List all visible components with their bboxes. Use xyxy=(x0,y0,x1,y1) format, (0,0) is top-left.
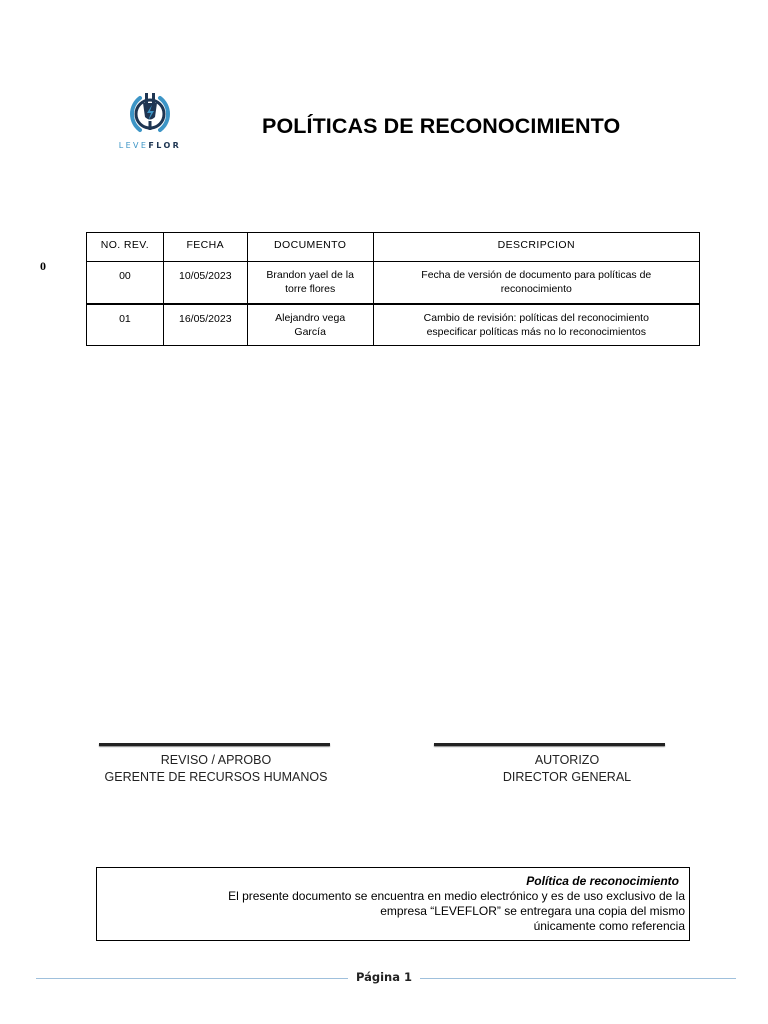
table-row xyxy=(87,262,700,304)
policy-note-title: Política de reconocimiento xyxy=(526,874,679,888)
policy-note-line: El presente documento se encuentra en medio electrónico y es de uso exclusivo de la xyxy=(228,889,685,903)
cell-no-rev: 01 xyxy=(87,304,164,346)
cell-descripcion: Fecha de versión de documento para políticas de reconocimiento xyxy=(373,262,699,304)
column-header-documento: DOCUMENTO xyxy=(247,233,373,262)
logo-wordmark: LEVEFLOR xyxy=(118,141,182,150)
column-header-descripcion: DESCRIPCION xyxy=(373,233,699,262)
cell-no-rev: 00 xyxy=(87,262,164,304)
footer-divider-right xyxy=(420,978,736,979)
revision-table xyxy=(86,232,700,346)
table-row xyxy=(87,304,700,346)
policy-note-box xyxy=(96,867,690,941)
company-logo xyxy=(112,90,188,154)
signature-title-right: DIRECTOR GENERAL xyxy=(502,770,632,784)
cell-fecha: 16/05/2023 xyxy=(163,304,247,346)
column-header-fecha: FECHA xyxy=(163,233,247,262)
signature-role-left: REVISO / APROBO xyxy=(160,753,272,767)
policy-note-line: únicamente como referencia xyxy=(533,919,685,933)
signature-title-left: GERENTE DE RECURSOS HUMANOS xyxy=(104,770,328,784)
signature-role-right: AUTORIZO xyxy=(534,753,600,767)
page-number: Página 1 xyxy=(355,970,412,984)
column-header-no-rev: NO. REV. xyxy=(87,233,164,262)
plug-icon xyxy=(126,90,174,138)
signature-line-right xyxy=(434,743,665,746)
cell-documento: Brandon yael de la torre flores xyxy=(247,262,373,304)
signature-block-left xyxy=(80,752,352,786)
signature-block-right xyxy=(432,752,702,786)
side-mark: 0 xyxy=(40,259,46,273)
policy-note-line: empresa “LEVEFLOR” se entregara una copia del mismo xyxy=(380,904,685,918)
cell-descripcion: Cambio de revisión: políticas del reconocimiento especificar políticas más no lo reconocimientos xyxy=(373,304,699,346)
page-title: POLÍTICAS DE RECONOCIMIENTO xyxy=(262,114,621,138)
cell-fecha: 10/05/2023 xyxy=(163,262,247,304)
footer-divider-left xyxy=(36,978,348,979)
signature-line-left xyxy=(99,743,330,746)
table-header-row xyxy=(87,233,700,262)
cell-documento: Alejandro vega García xyxy=(247,304,373,346)
